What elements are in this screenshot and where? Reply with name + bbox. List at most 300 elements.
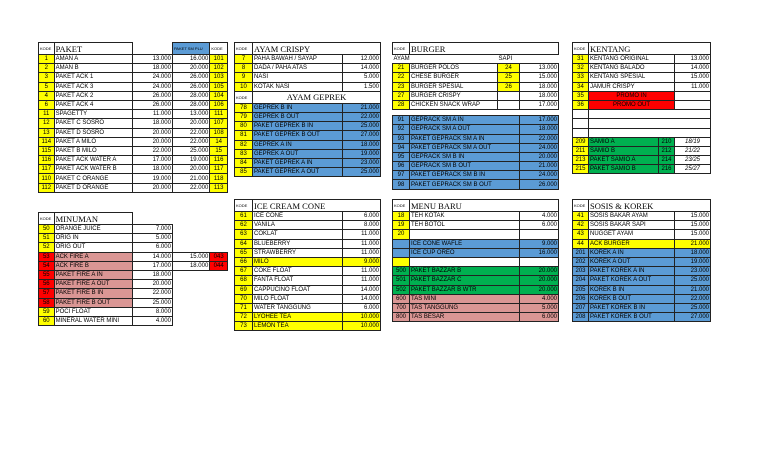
price-cell: 8.000 <box>133 307 172 316</box>
item-name: ORANGE JUICE <box>54 225 133 234</box>
section-title: BURGER <box>410 43 559 55</box>
empty-cell <box>675 91 711 100</box>
kode-cell <box>498 91 520 100</box>
table-row <box>573 165 711 174</box>
kode-cell: 115 <box>39 146 55 155</box>
price-cell: 20.000 <box>172 64 209 73</box>
table-row <box>235 313 381 322</box>
item-name: CHICKEN SNACK WRAP <box>410 100 498 109</box>
item-name: JAMUR CRISPY <box>589 82 675 91</box>
price-cell: 18.000 <box>520 125 559 134</box>
price-cell: 21.000 <box>343 103 381 112</box>
kode-cell: 210 <box>659 137 675 146</box>
item-name: SPAGETTY <box>54 110 133 119</box>
table-row <box>573 221 711 230</box>
kode-cell: 85 <box>235 168 253 177</box>
price-cell: 21.000 <box>675 285 711 294</box>
item-name: ORIG OUT <box>54 243 133 252</box>
price-cell: 20.000 <box>520 285 559 294</box>
kode-cell: 66 <box>235 257 253 266</box>
price-cell: 11.000 <box>343 230 381 239</box>
kode-cell: 600 <box>393 294 410 303</box>
kode-cell: 3 <box>39 73 55 82</box>
table-row <box>235 322 381 331</box>
price-cell: 18/19 <box>675 137 711 146</box>
price-cell: 18.000 <box>133 165 172 174</box>
price-cell: 12.000 <box>343 55 381 64</box>
item-name: PAKET ACK WATER B <box>54 165 133 174</box>
kode-cell: 94 <box>393 143 410 152</box>
kode-header: KODE <box>210 43 228 55</box>
kode-cell: 216 <box>659 165 675 174</box>
table-row <box>573 146 711 155</box>
kode-cell: 9 <box>235 73 253 82</box>
sub-label-sapi: SAPI <box>498 56 513 63</box>
table-row <box>235 257 381 266</box>
price-cell: 5.000 <box>520 303 559 312</box>
kode-cell: 70 <box>235 294 253 303</box>
table-row <box>39 146 228 155</box>
table-row <box>235 285 381 294</box>
price-cell: 14.000 <box>343 285 381 294</box>
price-cell: 23/25 <box>675 156 711 165</box>
table-row <box>393 303 559 312</box>
price-cell: 15.000 <box>520 73 559 82</box>
kode-cell: 34 <box>573 82 589 91</box>
table-row <box>39 316 228 325</box>
price-cell: 28.000 <box>172 91 209 100</box>
table-row <box>393 100 559 109</box>
price-cell: 26.000 <box>133 100 172 109</box>
kode-header: KODE <box>235 91 253 103</box>
kode-cell: 700 <box>393 303 410 312</box>
table-row <box>39 73 228 82</box>
table-row <box>235 276 381 285</box>
item-name <box>410 230 520 239</box>
empty-cell <box>210 289 228 298</box>
ayam-crispy-section <box>234 42 381 177</box>
price-cell: 22.000 <box>343 112 381 121</box>
item-name: PAKET BAZZAR B WTR <box>410 285 520 294</box>
table-row <box>39 183 228 192</box>
item-name: KOTAK NASI <box>253 82 343 91</box>
item-name: KOREK A OUT <box>589 257 675 266</box>
kode-cell: 6 <box>39 100 55 109</box>
price-cell: 14.000 <box>675 64 711 73</box>
table-row <box>39 128 228 137</box>
kode-cell: 4 <box>39 91 55 100</box>
table-row <box>573 239 711 248</box>
item-name: GEPRACK SM B OUT <box>410 162 520 171</box>
item-name: FANTA FLOAT <box>253 276 343 285</box>
kode-cell: 36 <box>573 100 589 109</box>
kode-cell: 25 <box>498 73 520 82</box>
empty-cell <box>210 298 228 307</box>
kode-cell: 214 <box>659 156 675 165</box>
table-row <box>393 64 559 73</box>
item-name: BLUEBERRY <box>253 239 343 248</box>
price-cell: 26.000 <box>172 82 209 91</box>
price-cell: 20.000 <box>133 128 172 137</box>
item-name <box>410 257 520 266</box>
kode-header: KODE <box>573 200 589 212</box>
item-name: KENTANG BALADO <box>589 64 675 73</box>
item-name: TEH KOTAK <box>410 212 520 221</box>
kode-cell: 64 <box>235 239 253 248</box>
kode-cell: 1 <box>39 55 55 64</box>
price-cell: 8.000 <box>343 221 381 230</box>
empty-cell <box>172 243 209 252</box>
table-row <box>235 248 381 257</box>
empty-cell <box>210 225 228 234</box>
kode-cell: 95 <box>393 152 410 161</box>
table-row <box>393 152 559 161</box>
price-cell: 17.000 <box>520 100 559 109</box>
price-cell: 20.000 <box>172 119 209 128</box>
item-name: GEPRACK SM A IN <box>410 116 520 125</box>
item-name: MILO <box>253 257 343 266</box>
table-row <box>39 82 228 91</box>
table-row <box>39 270 228 279</box>
price-cell: 21.000 <box>675 239 711 248</box>
empty-cell <box>210 234 228 243</box>
price-cell: 6.000 <box>520 221 559 230</box>
section-title: AYAM CRISPY <box>253 43 381 55</box>
item-name: LEMON TEA <box>253 322 343 331</box>
item-name: PAKET ACK 3 <box>54 82 133 91</box>
table-row <box>393 257 559 266</box>
item-name: WATER TANGGUNG <box>253 303 343 312</box>
kentang-section <box>572 42 711 174</box>
price-cell: 23.000 <box>675 267 711 276</box>
item-name: PAKET SAMIO A <box>589 156 659 165</box>
kode-cell <box>498 100 520 109</box>
item-name: STRAWBERRY <box>253 248 343 257</box>
item-name: PAKET C SOSRO <box>54 119 133 128</box>
table-row <box>573 156 711 165</box>
price-cell: 21/22 <box>675 146 711 155</box>
item-name: PAKET SAMIO B <box>589 165 659 174</box>
table-row <box>393 276 559 285</box>
item-name: PAKET FIRE A IN <box>54 270 133 279</box>
price-cell: 13.000 <box>172 110 209 119</box>
table-row <box>573 285 711 294</box>
table-row <box>235 303 381 312</box>
kode-cell: 800 <box>393 313 410 322</box>
price-cell: 18.000 <box>133 119 172 128</box>
kode-cell: 208 <box>573 313 589 322</box>
kode-header: KODE <box>39 43 55 55</box>
kode-cell: 69 <box>235 285 253 294</box>
minuman-section <box>38 212 228 326</box>
item-name: PAKET ACK 2 <box>54 91 133 100</box>
item-name: PAKET FIRE B OUT <box>54 298 133 307</box>
kode-cell: 43 <box>573 230 589 239</box>
item-name: PAKET FIRE B IN <box>54 289 133 298</box>
table-row <box>573 91 711 100</box>
kode-cell: 5 <box>39 82 55 91</box>
section-title: MENU BARU <box>410 200 559 212</box>
kode-cell: 23 <box>393 82 410 91</box>
item-name: COKE FLOAT <box>253 267 343 276</box>
kode-cell: 52 <box>39 243 55 252</box>
price-cell: 10.000 <box>343 322 381 331</box>
price-cell: 22.000 <box>172 183 209 192</box>
item-name: PAKET BAZZAR B <box>410 267 520 276</box>
kode-cell: 112 <box>39 183 55 192</box>
price-cell: 18.000 <box>520 91 559 100</box>
price-cell: 15.000 <box>675 230 711 239</box>
kode-cell: 44 <box>573 239 589 248</box>
price-cell: 25.000 <box>675 303 711 312</box>
price-cell: 25.000 <box>343 168 381 177</box>
kode-cell: 105 <box>210 82 228 91</box>
kode-header: KODE <box>39 213 55 225</box>
price-cell: 25.000 <box>172 146 209 155</box>
kode-header: KODE <box>235 43 253 55</box>
kode-cell: 32 <box>573 64 589 73</box>
item-name: DADA / PAHA ATAS <box>253 64 343 73</box>
table-row <box>573 73 711 82</box>
table-row <box>573 230 711 239</box>
kode-cell: 93 <box>393 134 410 143</box>
kode-cell: 55 <box>39 270 55 279</box>
price-cell: 21.000 <box>520 162 559 171</box>
kode-cell: 500 <box>393 267 410 276</box>
table-row <box>39 119 228 128</box>
empty-cell <box>210 243 228 252</box>
table-row <box>235 103 381 112</box>
item-name: PAKET ACK WATER A <box>54 156 133 165</box>
table-row <box>39 64 228 73</box>
table-row <box>573 303 711 312</box>
price-cell: 11.000 <box>343 248 381 257</box>
price-cell: 20.000 <box>172 165 209 174</box>
kode-cell: 50 <box>39 225 55 234</box>
item-name: KOREK A IN <box>589 248 675 257</box>
item-name: ORIG IN <box>54 234 133 243</box>
table-row <box>39 252 228 261</box>
kode-cell: 83 <box>235 149 253 158</box>
kode-cell: 207 <box>573 303 589 312</box>
kode-cell: 19 <box>393 221 410 230</box>
price-cell: 25.000 <box>675 276 711 285</box>
kode-cell: 24 <box>498 64 520 73</box>
price-cell: 18.000 <box>133 64 172 73</box>
kode-cell: 42 <box>573 221 589 230</box>
kode-header: KODE <box>393 200 410 212</box>
item-name: CHESE BURGER <box>410 73 498 82</box>
item-name: AMAN B <box>54 64 133 73</box>
price-cell: 21.000 <box>172 174 209 183</box>
price-cell: 25.000 <box>343 122 381 131</box>
table-row <box>573 100 711 109</box>
item-name: MINERAL WATER MINI <box>54 316 133 325</box>
item-name: POCI FLOAT <box>54 307 133 316</box>
kode-cell: 116 <box>39 156 55 165</box>
item-name: CAPPUCINO FLOAT <box>253 285 343 294</box>
item-name: GEPRACK SM B IN <box>410 152 520 161</box>
price-cell: 18.000 <box>675 248 711 257</box>
kode-cell: 60 <box>39 316 55 325</box>
item-name: NUGGET AYAM <box>589 230 675 239</box>
empty-cell <box>675 100 711 109</box>
price-cell: 4.000 <box>520 294 559 303</box>
table-row <box>39 55 228 64</box>
price-cell: 26.000 <box>172 73 209 82</box>
empty-cell <box>172 225 209 234</box>
kode-cell: 91 <box>393 116 410 125</box>
table-row <box>39 156 228 165</box>
col-header: PAKET SM PLU <box>172 43 209 55</box>
section-title: PAKET <box>54 43 133 55</box>
kode-cell: 28 <box>393 100 410 109</box>
kode-cell: 72 <box>235 313 253 322</box>
price-cell: 22.000 <box>520 134 559 143</box>
kode-header: KODE <box>573 43 589 55</box>
empty-cell <box>172 307 209 316</box>
empty-cell <box>172 316 209 325</box>
price-cell: 24.000 <box>133 82 172 91</box>
price-cell: 11.000 <box>133 110 172 119</box>
kode-cell: 7 <box>235 55 253 64</box>
item-name: NASI <box>253 73 343 82</box>
table-row <box>39 280 228 289</box>
kode-cell: 114 <box>39 137 55 146</box>
price-cell: 28.000 <box>172 100 209 109</box>
kode-cell: 98 <box>393 180 410 189</box>
item-name: PAKET B MILO <box>54 146 133 155</box>
empty-cell <box>172 289 209 298</box>
item-name: AMAN A <box>54 55 133 64</box>
price-cell: 18.000 <box>520 82 559 91</box>
kode-cell <box>393 248 410 257</box>
empty-cell <box>210 307 228 316</box>
table-row <box>393 180 559 189</box>
table-row <box>235 221 381 230</box>
price-cell: 22.000 <box>133 289 172 298</box>
empty-cell <box>172 270 209 279</box>
kode-cell: 79 <box>235 112 253 121</box>
kode-header: KODE <box>235 200 253 212</box>
price-cell: 14.000 <box>343 294 381 303</box>
kode-cell: 212 <box>659 146 675 155</box>
table-row <box>393 230 559 239</box>
table-row <box>39 165 228 174</box>
price-cell: 24.000 <box>133 73 172 82</box>
price-cell: 20.000 <box>520 276 559 285</box>
item-name: BURGER CRISPY <box>410 91 498 100</box>
price-cell: 5.000 <box>133 234 172 243</box>
table-row <box>393 116 559 125</box>
kode-cell: 80 <box>235 122 253 131</box>
kode-cell: 108 <box>210 128 228 137</box>
price-cell: 22.000 <box>172 137 209 146</box>
kode-cell: 501 <box>393 276 410 285</box>
kode-cell: 211 <box>573 146 589 155</box>
table-row <box>235 149 381 158</box>
price-cell <box>520 257 559 266</box>
price-cell: 9.000 <box>343 257 381 266</box>
empty-cell <box>172 234 209 243</box>
price-cell: 18.000 <box>343 140 381 149</box>
price-cell: 15.000 <box>675 73 711 82</box>
price-cell: 11.000 <box>343 276 381 285</box>
kode-cell: 202 <box>573 257 589 266</box>
kode-cell: 68 <box>235 276 253 285</box>
section-title: MINUMAN <box>54 213 133 225</box>
table-row <box>573 64 711 73</box>
kode-cell: 51 <box>39 234 55 243</box>
kode-cell: 33 <box>573 73 589 82</box>
table-row <box>393 162 559 171</box>
item-name: KOREK B OUT <box>589 294 675 303</box>
price-cell: 24.000 <box>520 171 559 180</box>
kode-cell: 044 <box>210 261 228 270</box>
kode-cell: 57 <box>39 289 55 298</box>
table-row <box>573 267 711 276</box>
kode-cell: 206 <box>573 294 589 303</box>
table-row <box>393 91 559 100</box>
price-cell: 15.000 <box>675 212 711 221</box>
table-row <box>39 225 228 234</box>
table-row <box>573 248 711 257</box>
price-cell: 10.000 <box>343 313 381 322</box>
empty-cell <box>210 270 228 279</box>
price-cell: 16.000 <box>520 248 559 257</box>
table-row <box>573 276 711 285</box>
kode-header: KODE <box>393 43 410 55</box>
kode-cell: 54 <box>39 261 55 270</box>
price-cell: 23.000 <box>343 158 381 167</box>
kode-cell: 116 <box>210 156 228 165</box>
sub-label-ayam: AYAM <box>393 56 410 63</box>
item-name: PAKET A MILO <box>54 137 133 146</box>
item-name: BURGER SPESIAL <box>410 82 498 91</box>
price-cell: 11.000 <box>675 82 711 91</box>
kode-cell: 26 <box>498 82 520 91</box>
item-name: KOREK B IN <box>589 285 675 294</box>
kode-cell: 203 <box>573 267 589 276</box>
table-row <box>39 100 228 109</box>
kode-cell: 84 <box>235 158 253 167</box>
item-name: ICE CUP OREO <box>410 248 520 257</box>
kode-cell: 104 <box>210 91 228 100</box>
table-row <box>235 230 381 239</box>
item-name: PAKET KOREK B IN <box>589 303 675 312</box>
item-name: PAKET GEPRACK SM A IN <box>410 134 520 143</box>
price-cell: 20.000 <box>133 183 172 192</box>
kode-cell <box>393 257 410 266</box>
kode-cell: 22 <box>393 73 410 82</box>
table-row <box>393 248 559 257</box>
kode-cell: 213 <box>573 156 589 165</box>
kode-cell: 96 <box>393 162 410 171</box>
table-row <box>393 73 559 82</box>
item-name: TAS BESAR <box>410 313 520 322</box>
table-row <box>235 294 381 303</box>
item-name: PAKET KOREK A IN <box>589 267 675 276</box>
kode-cell: 65 <box>235 248 253 257</box>
kode-cell: 111 <box>210 110 228 119</box>
kode-cell: 205 <box>573 285 589 294</box>
kode-cell: 107 <box>210 119 228 128</box>
item-name: TAS MINI <box>410 294 520 303</box>
kode-cell: 63 <box>235 230 253 239</box>
price-cell: 14.000 <box>133 252 172 261</box>
table-row <box>393 171 559 180</box>
price-cell: 7.000 <box>133 225 172 234</box>
